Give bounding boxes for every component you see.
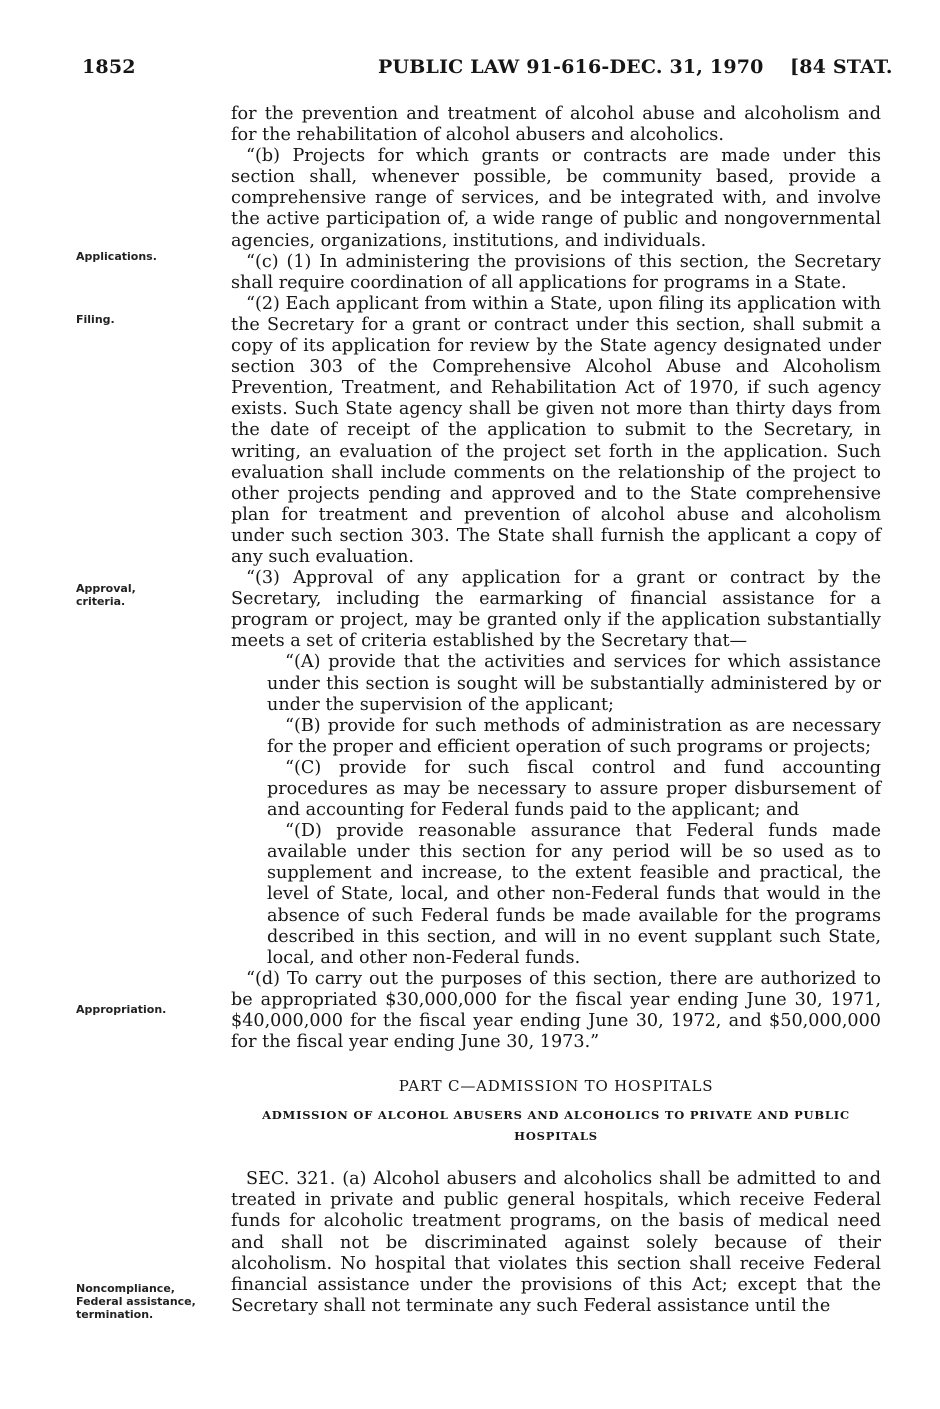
margin-note-approval: Approval, criteria.: [76, 582, 136, 608]
clause-c: “(C) provide for such fiscal control and fund accounting procedures as may be necessary to assure proper disbursement of and accounting for Federal funds paid to the applicant; and: [267, 757, 881, 821]
paragraph-continuation: for the prevention and treatment of alcohol abuse and alcoholism and for the rehabilitation of alcohol abusers and alcoholics.: [231, 104, 881, 146]
margin-note-applications: Applications.: [76, 250, 157, 263]
margin-note-appropriation: Appropriation.: [76, 1003, 167, 1016]
paragraph-b: “(b) Projects for which grants or contracts are made under this section shall, whenever possible, be community based, provide a comprehensive range of services, and be integrated with, and involve the active participation of, a wide range of public and nongovernmental agencies, organizations, institutions, and individuals.: [231, 146, 881, 251]
paragraph-c1: “(c) (1) In administering the provisions of this section, the Secretary shall require coordination of all applications for programs in a State.: [231, 251, 881, 293]
text-column: [231, 104, 881, 1317]
page-number: 1852: [82, 56, 136, 78]
statute-volume: [84 STAT.: [790, 56, 893, 78]
clause-d: “(D) provide reasonable assurance that Federal funds made available under this section for any period will be so used as to supplement and increase, to the extent feasible and practical, the level of State, local, and other non-Federal funds that would in the absence of such Federal funds be made available for the programs described in this section, and will in no event supplant such State, local, and other non-Federal funds.: [267, 821, 881, 968]
margin-note-noncompliance: Noncompliance, Federal assistance, termination.: [76, 1282, 196, 1321]
clause-a: “(A) provide that the activities and services for which assistance under this section is sought will be substantially administered by or under the supervision of the applicant;: [267, 652, 881, 715]
running-title: PUBLIC LAW 91-616-DEC. 31, 1970: [378, 56, 764, 78]
margin-note-filing: Filing.: [76, 313, 115, 326]
section-heading: ADMISSION OF ALCOHOL ABUSERS AND ALCOHOLICS TO PRIVATE AND PUBLIC HOSPITALS: [262, 1108, 850, 1144]
paragraph-d: “(d) To carry out the purposes of this section, there are authorized to be appropriated $30,000,000 for the fiscal year ending June 30, 1971, $40,000,000 for the fiscal year ending June 30, 1972, and $50,000,000 for the fiscal year ending June 30, 1973.”: [231, 968, 881, 1053]
paragraph-c2: “(2) Each applicant from within a State, upon filing its application with the Secretary for a grant or contract under this section, shall submit a copy of its application for review by the State agency designated under section 303 of the Comprehensive Alcohol Abuse and Alcoholism Prevention, Treatment, and Rehabilitation Act of 1970, if such agency exists. Such State agency shall be given not more than thirty days from the date of receipt of the application to submit to the Secretary, in writing, an evaluation of the project set forth in the application. Such evaluation shall include comments on the relationship of the project to other projects pending and approved and to the State comprehensive plan for treatment and prevention of alcohol abuse and alcoholism under such section 303. The State shall furnish the applicant a copy of any such evaluation.: [231, 293, 881, 567]
paragraph-c3: “(3) Approval of any application for a grant or contract by the Secretary, including the earmarking of financial assistance for a program or project, may be granted only if the application substantially meets a set of criteria established by the Secretary that—: [231, 568, 881, 652]
part-title: PART C—ADMISSION TO HOSPITALS: [398, 1077, 714, 1096]
clause-b: “(B) provide for such methods of administration as are necessary for the proper and efficient operation of such programs or projects;: [267, 715, 881, 757]
section-321: SEC. 321. (a) Alcohol abusers and alcoholics shall be admitted to and treated in private and public general hospitals, which receive Federal funds for alcoholic treatment programs, on the basis of medical need and shall not be discriminated against solely because of their alcoholism. No hospital that violates this section shall receive Federal financial assistance under the provisions of this Act; except that the Secretary shall not terminate any such Federal assistance until the: [231, 1169, 881, 1316]
